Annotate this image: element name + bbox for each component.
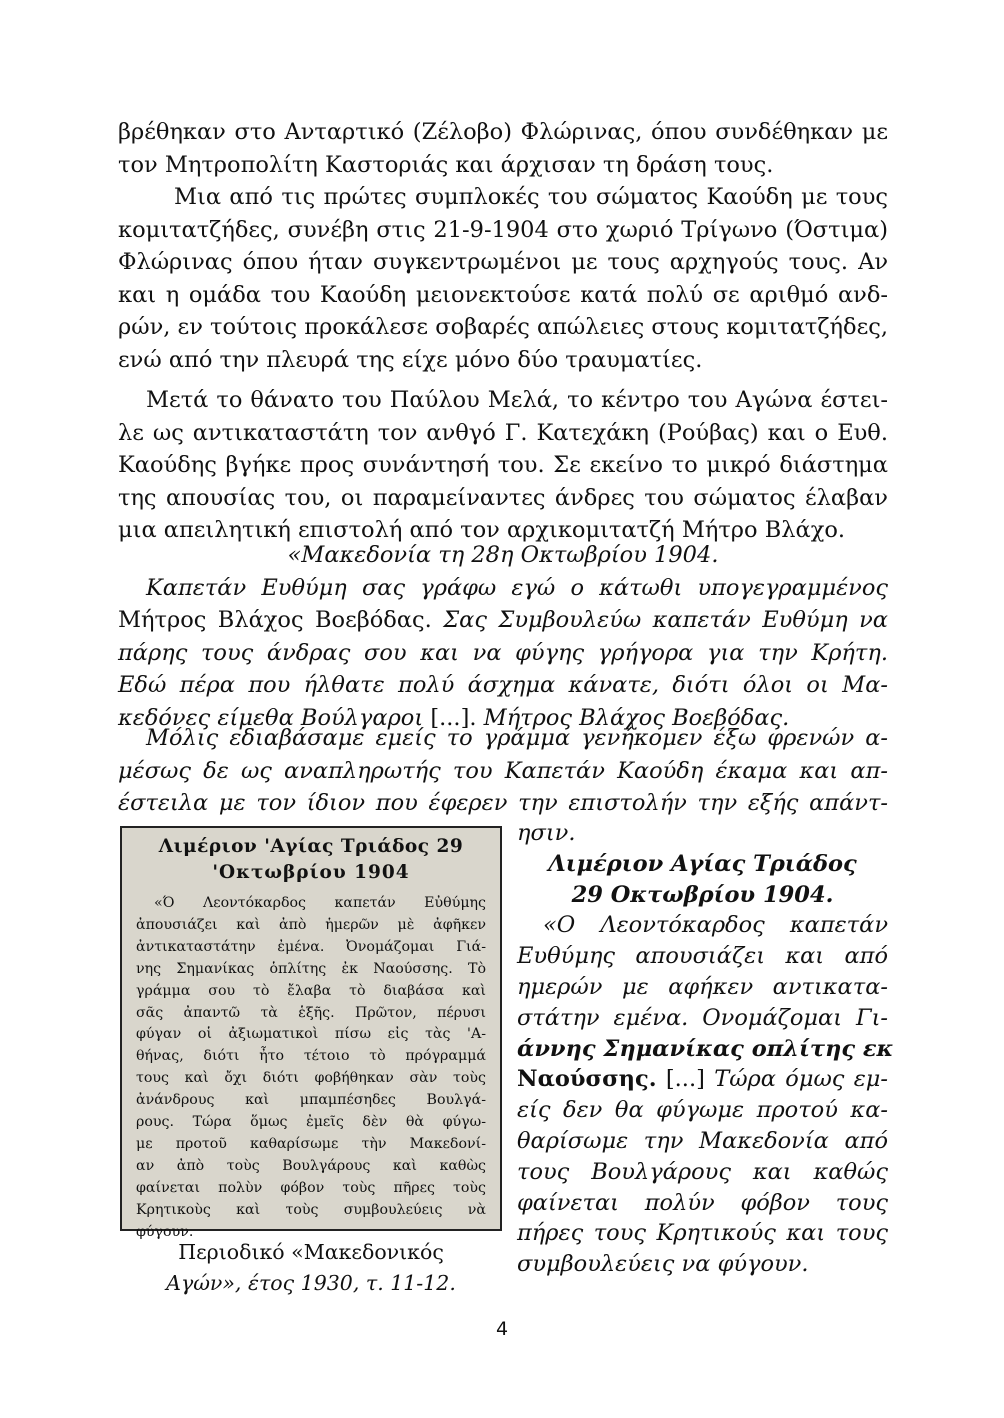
text-line: τους Βουλγάρους και καθώς xyxy=(517,1158,888,1185)
text-line: ημερών με αφήκεν αντικατα- xyxy=(517,973,888,1000)
page-number: 4 xyxy=(495,1318,509,1340)
caption-line: Περιοδικό «Μακεδονικός xyxy=(178,1240,444,1264)
clipping-line: ρους. Τώρα ὅμως ἐμεῖς δὲν θὰ φύγω- xyxy=(136,1114,486,1131)
text-line: Καπετάν Ευθύμη σας γράφω εγώ ο κάτωθι υπογεγραμμένος xyxy=(146,574,888,601)
clipping-date: 'Οκτωβρίου 1904 xyxy=(212,862,410,883)
ellipsis-marker: [...] xyxy=(656,1066,705,1093)
text-line: της απουσίας του, οι παραμείναντες άνδρες του σώματος έλαβαν xyxy=(118,484,888,511)
text-line: Μετά το θάνατο του Παύλου Μελά, το κέντρο του Αγώνα έστει- xyxy=(146,387,888,413)
text-line: έστειλα με τον ίδιον που έφερεν την επιστολήν την εξής απάντ- xyxy=(118,790,888,816)
text-line: μέσως δε ως αναπληρωτής του Καπετάν Καούδη έκαμα και απ- xyxy=(118,757,888,784)
text-line: πήρες τους Κρητικούς και τους xyxy=(517,1220,888,1247)
text-line: Φλώρινας όπου ήταν συγκεντρωμένοι με τους αρχηγούς τους. Αν xyxy=(118,249,888,275)
text-line: τον Μητροπολίτη Καστοριάς και άρχισαν τη δράση τους. xyxy=(118,151,774,178)
clipping-line: τους καὶ ὄχι διότι φοβήθηκαν σὰν τοὺς xyxy=(136,1070,486,1087)
clipping-line: γράμμα σου τὸ ἔλαβα τὸ διαβάσα καὶ xyxy=(136,982,486,999)
text-line: άννης Σημανίκας οπλίτης εκ xyxy=(517,1035,894,1062)
clipping-line: φαίνεται πολὺν φόβον τοὺς πῆρες τοὺς xyxy=(136,1179,486,1196)
letter-text: Σας Συμβουλεύω καπετάν Ευθύμη να xyxy=(431,607,889,633)
letter-date: «Μακεδονία τη 28η Οκτωβρίου 1904. xyxy=(287,542,719,568)
text-line: Ευθύμης απουσιάζει και από xyxy=(517,943,888,970)
text-line: Μόλις εδιαβάσαμε εμείς το γράμμα γενήκομεν έξω φρενών α- xyxy=(146,725,888,751)
clipping-line: νης Σημανίκας ὁπλίτης ἐκ Ναούσσης. Τὸ xyxy=(136,960,486,977)
text-line: ησιν. xyxy=(517,820,576,846)
caption-line xyxy=(120,1268,502,1299)
text-line: και η ομάδα του Καούδη μειονεκτούσε κατά πολύ σε αριθμό ανδ- xyxy=(118,281,888,308)
clipping-line: ἀπουσιάζει καὶ ἀπὸ ἡμερῶν μὲ ἀφῆκεν xyxy=(136,916,486,933)
newspaper-clipping-image xyxy=(120,826,502,1240)
text-line: ενώ από την πλευρά της είχε μόνο δύο τραυματίες. xyxy=(118,346,703,373)
letter-signature: Μήτρος Βλάχος Βοεβόδας. xyxy=(476,704,790,731)
clipping-line: θήνας, διότι ἦτο τέτοιο τὸ πρόγραμμά xyxy=(136,1048,486,1065)
reply-text: στάτην εμένα. Ονομάζομαι Γι- xyxy=(517,1004,888,1031)
clipping-body xyxy=(136,893,486,1244)
reply-text: Τώρα όμως εμ- xyxy=(704,1066,889,1093)
paragraph-skirmish xyxy=(118,181,888,376)
clipping-caption xyxy=(120,1237,502,1299)
text-line: κομιτατζήδες, συνέβη στις 21-9-1904 στο χωριό Τρίγωνο (Όστιμα) xyxy=(118,216,888,243)
clipping-line: ἀντικαταστάτην ἐμένα. Ὀνομάζομαι Γιά- xyxy=(136,938,486,955)
text-line: μια απειλητική επιστολή από τον αρχικομιτατζή Μήτρο Βλάχο. xyxy=(118,517,846,543)
reply-letter-column xyxy=(517,818,894,1280)
text-line: Καούδης βγήκε προς συνάντησή του. Σε εκείνο το μικρό διάστημα xyxy=(118,452,888,478)
text-line: ρών, εν τούτοις προκάλεσε σοβαρές απώλειες στους κομιτατζήδες, xyxy=(118,314,888,340)
clipping-line: σᾶς ἀπαντῶ τὰ ἑξῆς. Πρῶτον, πέρυσι xyxy=(136,1004,486,1021)
clipping-line: με προτοῦ καθαρίσωμε τὴν Μακεδονί- xyxy=(136,1135,486,1152)
text-line: βρέθηκαν στο Ανταρτικό (Ζέλοβο) Φλώρινας, όπου συνδέθηκαν με xyxy=(118,119,888,145)
text-line xyxy=(517,1003,888,1034)
paragraph-threat-letter xyxy=(118,384,888,547)
clipping-line: φύγαν οἱ ἀξιωματικοὶ πίσω εἰς τὰς 'Α- xyxy=(136,1026,486,1043)
quoted-letter xyxy=(118,539,888,734)
text-line: λε ως αντικαταστάτη τον ανθγό Γ. Κατεχάκη (Ρούβας) και ο Ευθ. xyxy=(118,419,888,446)
paragraph-intro xyxy=(118,116,888,181)
paragraph-reply-intro xyxy=(118,722,888,820)
text-line: φαίνεται πολύν φόβον τους xyxy=(517,1189,888,1216)
caption-text: Αγών», έτος 1930, τ. 11-12. xyxy=(166,1271,456,1295)
ellipsis-marker: [...]. xyxy=(430,704,477,731)
text-line xyxy=(118,604,888,637)
clipping-line: Κρητικοὺς καὶ τοὺς συμβουλεύεις νὰ xyxy=(136,1201,486,1218)
clipping-line: αν ἀπὸ τοὺς Βουλγάρους καὶ καθὼς xyxy=(136,1157,486,1174)
text-line: «Ο Λεοντόκαρδος καπετάν xyxy=(543,912,888,939)
reply-date: 29 Οκτωβρίου 1904. xyxy=(571,881,834,908)
clipping-title: Λιμέριον 'Αγίας Τριάδος 29 xyxy=(158,836,464,857)
clipping-line: «Ό Λεοντόκαρδος καπετάν Εὐθύμης xyxy=(154,895,486,911)
letter-text: κεδόνες είμεθα Βούλγαροι xyxy=(118,704,431,731)
text-line: πάρης τους άνδρας σου και να φύγης γρήγορα για την Κρήτη. xyxy=(118,639,888,666)
text-line: Μια από τις πρώτες συμπλοκές του σώματος Καούδη με τους xyxy=(174,184,888,210)
text-line: Εδώ πέρα που ήλθατε πολύ άσχημα κάνατε, διότι όλοι οι Μα- xyxy=(118,672,888,698)
text-line: συμβουλεύεις να φύγουν. xyxy=(517,1251,809,1278)
reply-heading: Λιμέριον Αγίας Τριάδος xyxy=(548,850,857,877)
reply-bold-text: Ναούσσης. xyxy=(517,1066,657,1093)
letter-signature-plain: Μήτρος Βλάχος Βοεβόδας. xyxy=(118,607,432,633)
clipping-line: ἀνάνδρους καὶ μπαμπέσηδες Βουλγά- xyxy=(136,1092,486,1109)
text-line: θαρίσωμε την Μακεδονία από xyxy=(517,1127,888,1154)
text-line xyxy=(517,1064,888,1095)
clipping-line: φύγουν. xyxy=(136,1223,194,1240)
text-line: είς δεν θα φύγωμε προτού κα- xyxy=(517,1097,888,1124)
